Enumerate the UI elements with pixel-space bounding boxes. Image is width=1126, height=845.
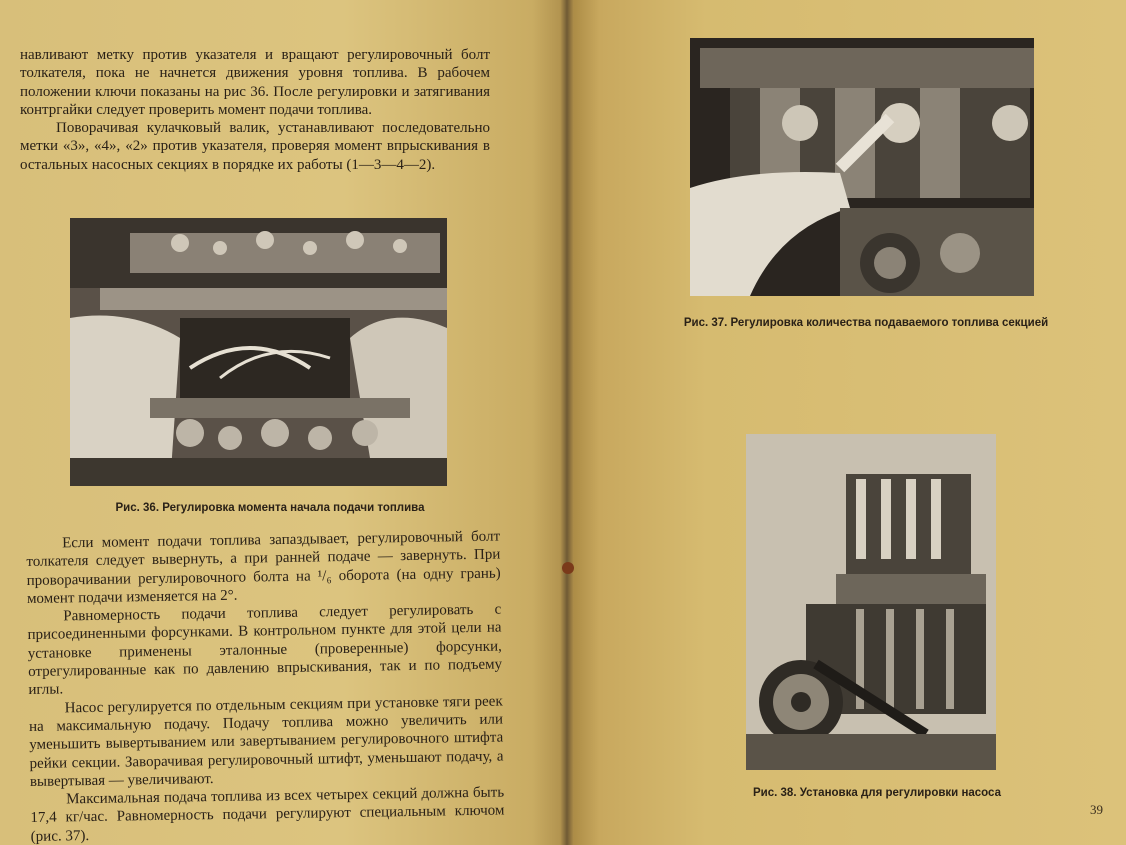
left-text-top xyxy=(20,46,490,174)
book-spine xyxy=(560,0,574,845)
page-number: 39 xyxy=(1090,802,1103,817)
paragraph: Насос регулируется по отдельным секциям при установке тяги реек на максимальную подачу. Подачу топлива можно увеличить или уменьшить вывертыванием или завертыванием регулировочного штифта рейки секции. Заворачивая регулировочный штифт, уменьшают подачу, а вывертывая — увеличивают. xyxy=(28,693,504,790)
paragraph: навливают метку против указателя и вращают регулировочный болт толкателя, пока не начнется движения уровня топлива. В рабочем положении ключи показаны на рис 36. После регулировки и затягивания контргайки следует проверить момент подачи топлива. xyxy=(20,47,490,118)
left-text-bottom xyxy=(26,528,505,845)
paragraph: Максимальная подача топлива из всех четырех секций должна быть 17,4 кг/час. Равномерность подачи регулируют специальным ключом (рис. 37). xyxy=(30,784,505,845)
figure-36-caption: Рис. 36. Регулировка момента начала подачи топлива xyxy=(115,502,425,514)
figure-37-photo xyxy=(690,38,1034,296)
paragraph: Поворачивая кулачковый валик, устанавливают последовательно метки «3», «4», «2» против указателя, проверяя момент впрыскивания в остальных насосных секциях в порядке их работы (1—3—4—2). xyxy=(20,120,490,173)
paragraph: Равномерность подачи топлива следует регулировать с присоединенными форсунками. В контрольном пункте для этой цели на установке применены эталонные (проверенные) форсунки, отрегулированные как по давлению впрыскивания, так и по подъему иглы. xyxy=(27,601,503,699)
figure-36-photo xyxy=(70,218,447,486)
binding-stain xyxy=(562,562,574,574)
figure-38-caption: Рис. 38. Установка для регулировки насоса xyxy=(753,787,1001,799)
figure-37-caption: Рис. 37. Регулировка количества подаваемого топлива секцией xyxy=(683,317,1049,329)
paragraph: Если момент подачи топлива запаздывает, регулировочный болт толкателя следует вывернуть, а при ранней подаче — завернуть. При проворачивании регулировочного болта на ¹/₆ оборота (на одну грань) момент подачи изменяется на 2°. xyxy=(26,528,501,607)
figure-38-photo xyxy=(746,434,996,770)
